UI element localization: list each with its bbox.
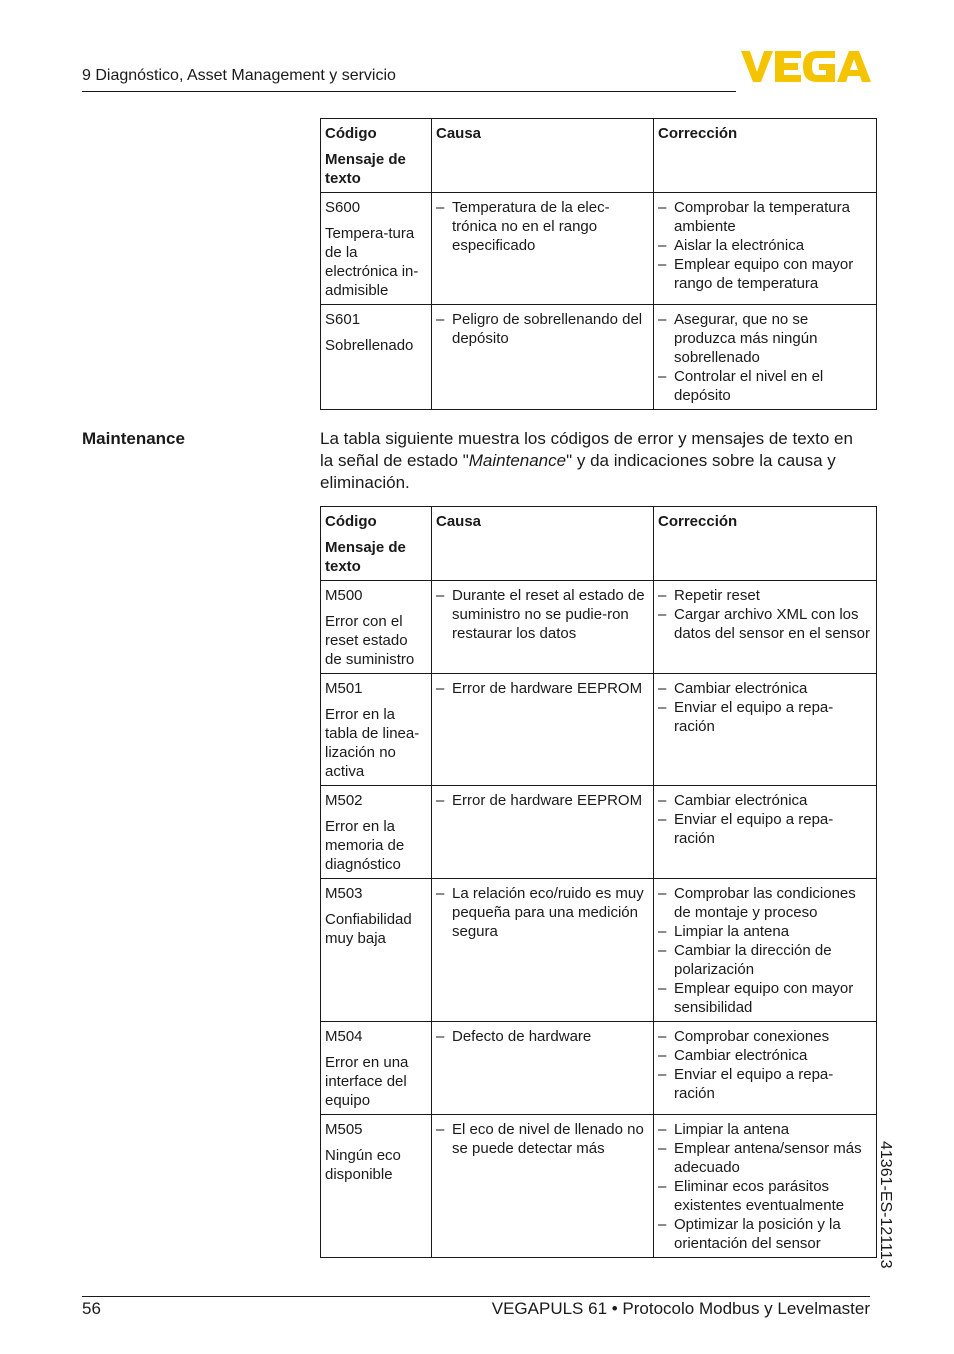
correction-list: [658, 791, 872, 848]
error-code: M505: [325, 1121, 363, 1138]
cause-item: – El eco de nivel de llenado no se puede detectar más: [436, 1120, 649, 1158]
correction-item: – Cambiar electrónica: [658, 791, 872, 810]
table-row: [321, 786, 877, 879]
correction-item: – Cambiar electrónica: [658, 1046, 872, 1065]
header-cause: Causa: [436, 513, 482, 530]
code-cell: [321, 193, 432, 305]
correction-cell: [654, 674, 877, 786]
document-code: 41361-ES-121113: [877, 1141, 894, 1269]
correction-cell: [654, 305, 877, 410]
table-row: [321, 1022, 877, 1115]
cause-item: – Error de hardware EEPROM: [436, 679, 649, 698]
cause-list: [436, 1120, 649, 1158]
error-code: M502: [325, 792, 363, 809]
header-cell-correction: [654, 507, 877, 581]
header-divider: [82, 91, 736, 92]
error-message: Error con el reset estado de suministro: [325, 613, 415, 668]
cause-cell: [432, 674, 654, 786]
footer-divider: [82, 1296, 870, 1297]
correction-cell: [654, 1115, 877, 1258]
correction-item: – Eliminar ecos parásitos existentes eventualmente: [658, 1177, 872, 1215]
maintenance-intro: [320, 428, 870, 494]
error-code: S600: [325, 199, 361, 216]
error-message: Confiabilidad muy baja: [325, 911, 412, 947]
correction-item: – Cargar archivo XML con los datos del sensor en el sensor: [658, 605, 872, 643]
intro-emphasis: Maintenance: [468, 451, 567, 470]
cause-cell: [432, 1115, 654, 1258]
header-code: Código: [325, 125, 377, 142]
error-message: Sobrellenado: [325, 337, 414, 354]
header-message: Mensaje de texto: [325, 539, 406, 575]
correction-item: – Comprobar la temperatura ambiente: [658, 198, 872, 236]
correction-cell: [654, 581, 877, 674]
correction-item: – Comprobar conexiones: [658, 1027, 872, 1046]
correction-item: – Emplear antena/sensor más adecuado: [658, 1139, 872, 1177]
error-code: M500: [325, 587, 363, 604]
cause-list: [436, 586, 649, 643]
table-row: [321, 674, 877, 786]
correction-cell: [654, 193, 877, 305]
correction-cell: [654, 786, 877, 879]
table-header-row: [321, 507, 877, 581]
correction-item: – Aislar la electrónica: [658, 236, 872, 255]
error-code: S601: [325, 311, 361, 328]
correction-list: [658, 884, 872, 1017]
cause-item: – Error de hardware EEPROM: [436, 791, 649, 810]
error-message: Tempera-tura de la electrónica in-admisible: [325, 225, 419, 299]
error-message: Error en la memoria de diagnóstico: [325, 818, 405, 873]
code-cell: [321, 1115, 432, 1258]
cause-list: [436, 791, 649, 810]
header-cell-cause: [432, 507, 654, 581]
footer-title: VEGAPULS 61 • Protocolo Modbus y Levelmaster: [491, 1299, 870, 1318]
intro-text-before: La tabla siguiente muestra los códigos de error y mensajes de texto en la señal de estado ": [320, 429, 853, 470]
correction-item: – Repetir reset: [658, 586, 872, 605]
table-row: [321, 1115, 877, 1258]
cause-cell: [432, 786, 654, 879]
code-cell: [321, 879, 432, 1022]
header-cell-correction: [654, 119, 877, 193]
correction-item: – Enviar el equipo a repa-ración: [658, 810, 872, 848]
error-message: Error en la tabla de linea-lización no activa: [325, 706, 420, 780]
header-code: Código: [325, 513, 377, 530]
correction-cell: [654, 879, 877, 1022]
table-row: [321, 305, 877, 410]
error-message: Error en una interface del equipo: [325, 1054, 409, 1109]
cause-cell: [432, 1022, 654, 1115]
logo-letter-g: [803, 51, 835, 82]
cause-cell: [432, 305, 654, 410]
table-row: [321, 193, 877, 305]
header-cause: Causa: [436, 125, 482, 142]
code-cell: [321, 1022, 432, 1115]
correction-item: – Cambiar la dirección de polarización: [658, 941, 872, 979]
correction-list: [658, 1027, 872, 1103]
cause-cell: [432, 581, 654, 674]
correction-item: – Emplear equipo con mayor sensibilidad: [658, 979, 872, 1017]
correction-cell: [654, 1022, 877, 1115]
header-correction: Corrección: [658, 513, 738, 530]
correction-list: [658, 679, 872, 736]
correction-list: [658, 310, 872, 405]
error-code: M503: [325, 885, 363, 902]
cause-cell: [432, 193, 654, 305]
logo-letter-e: [775, 51, 801, 82]
diagnostic-table-maintenance: [320, 506, 877, 1258]
correction-item: – Enviar el equipo a repa-ración: [658, 1065, 872, 1103]
code-cell: [321, 305, 432, 410]
correction-item: – Comprobar las condiciones de montaje y proceso: [658, 884, 872, 922]
correction-list: [658, 586, 872, 643]
header-cell-code: [321, 507, 432, 581]
intro-text-after: " y da indicaciones sobre la causa y eliminación.: [320, 451, 836, 492]
correction-list: [658, 198, 872, 293]
running-header: 9 Diagnóstico, Asset Management y servicio: [82, 67, 396, 84]
cause-cell: [432, 879, 654, 1022]
correction-item: – Optimizar la posición y la orientación del sensor: [658, 1215, 872, 1253]
cause-item: – Durante el reset al estado de suministro no se pudie-ron restaurar los datos: [436, 586, 649, 643]
cause-list: [436, 310, 649, 348]
header-correction: Corrección: [658, 125, 738, 142]
header-cell-cause: [432, 119, 654, 193]
cause-item: – Temperatura de la elec-trónica no en el rango especificado: [436, 198, 649, 255]
vega-logo-mark: [741, 51, 871, 82]
error-message: Ningún eco disponible: [325, 1147, 401, 1183]
correction-item: – Limpiar la antena: [658, 922, 872, 941]
header-cell-code: [321, 119, 432, 193]
error-code: M501: [325, 680, 363, 697]
cause-item: – La relación eco/ruido es muy pequeña para una medición segura: [436, 884, 649, 941]
cause-list: [436, 679, 649, 698]
section-title-maintenance: Maintenance: [82, 429, 185, 448]
correction-item: – Emplear equipo con mayor rango de temperatura: [658, 255, 872, 293]
cause-list: [436, 1027, 649, 1046]
diagnostic-table-s: [320, 118, 877, 410]
correction-list: [658, 1120, 872, 1253]
page-number: 56: [82, 1299, 101, 1318]
vega-logo: [741, 50, 873, 84]
cause-list: [436, 198, 649, 255]
correction-item: – Cambiar electrónica: [658, 679, 872, 698]
table-row: [321, 879, 877, 1022]
cause-item: – Peligro de sobrellenando del depósito: [436, 310, 649, 348]
correction-item: – Limpiar la antena: [658, 1120, 872, 1139]
code-cell: [321, 786, 432, 879]
header-message: Mensaje de texto: [325, 151, 406, 187]
correction-item: – Controlar el nivel en el depósito: [658, 367, 872, 405]
cause-item: – Defecto de hardware: [436, 1027, 649, 1046]
code-cell: [321, 581, 432, 674]
correction-item: – Asegurar, que no se produzca más ningún sobrellenado: [658, 310, 872, 367]
table-header-row: [321, 119, 877, 193]
error-code: M504: [325, 1028, 363, 1045]
code-cell: [321, 674, 432, 786]
table-row: [321, 581, 877, 674]
cause-list: [436, 884, 649, 941]
logo-letter-v: [741, 51, 773, 82]
correction-item: – Enviar el equipo a repa-ración: [658, 698, 872, 736]
